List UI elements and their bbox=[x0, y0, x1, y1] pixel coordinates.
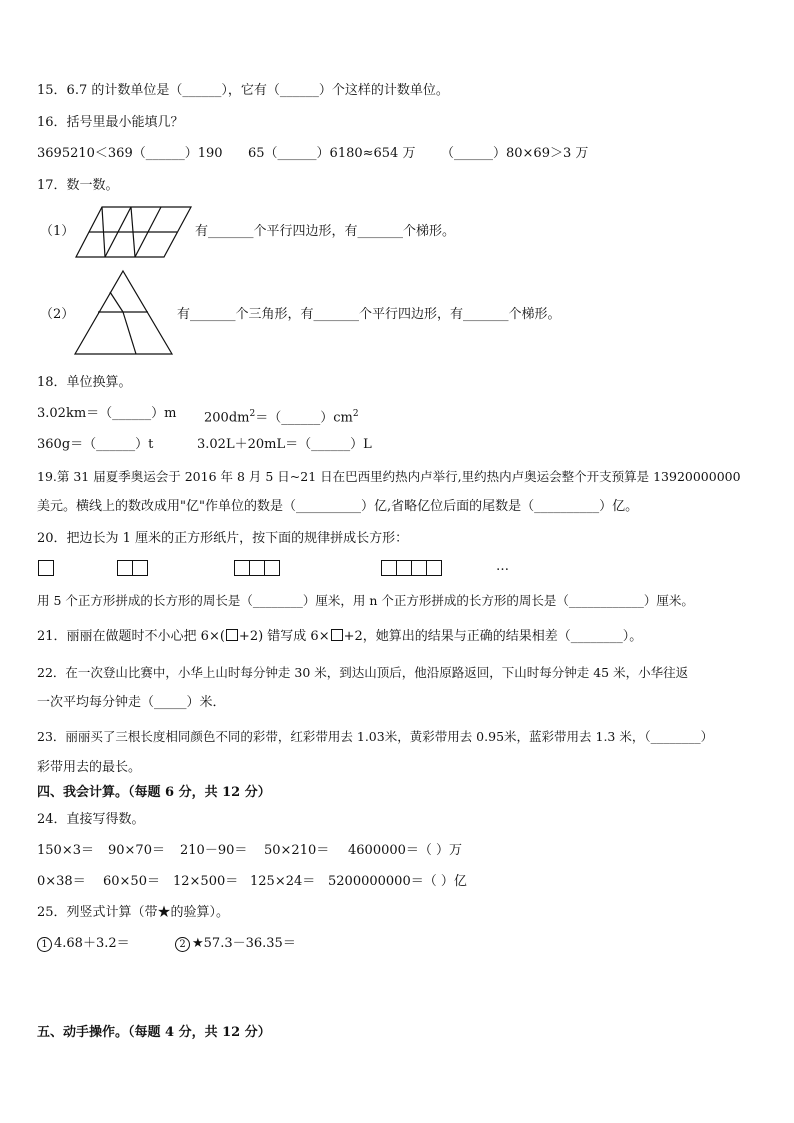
question-18-title: 18．单位换算。 bbox=[37, 375, 132, 390]
question-19-line-1: 19.第 31 届夏季奥运会于 2016 年 8 月 5 日~21 日在巴西里约热内卢举行,里约热内卢奥运会整个开支预算是 13920000000 bbox=[37, 469, 741, 484]
question-22-line-2: 一次平均每分钟走（_____）米． bbox=[37, 695, 226, 710]
question-20-title: 20．把边长为 1 厘米的正方形纸片，按下面的规律拼成长方形： bbox=[37, 531, 409, 546]
question-15: 15．6.7 的计数单位是（______），它有（______）个这样的计数单位。 bbox=[37, 83, 449, 98]
question-17-part-2-text: 有_______个三角形，有_______个平行四边形，有_______个梯形。 bbox=[177, 307, 561, 322]
squares-4 bbox=[381, 560, 441, 576]
question-23-line-2: 彩带用去的最长。 bbox=[37, 760, 142, 775]
question-24-title: 24．直接写得数。 bbox=[37, 812, 145, 827]
section-5-heading: 五、动手操作。（每题 4 分，共 12 分） bbox=[37, 1025, 271, 1040]
calc-cell: 12×500＝ bbox=[173, 874, 239, 889]
calc-cell: 60×50＝ bbox=[103, 874, 160, 889]
question-21: 21．丽丽在做题时不小心把 6×( +2) 错写成 6× +2，她算出的结果与正确的结果相差（________）。 bbox=[37, 629, 643, 644]
squares-3 bbox=[234, 560, 279, 576]
question-18-item-3: 360g＝（______）t bbox=[37, 437, 154, 452]
question-17-part-1-text: 有_______个平行四边形，有_______个梯形。 bbox=[195, 224, 456, 239]
triangle-figure bbox=[74, 270, 174, 356]
question-22-line-1: 22．在一次登山比赛中，小华上山时每分钟走 30 米，到达山顶后，他沿原路返回，下山时每分钟走 45 米，小华往返 bbox=[37, 665, 689, 680]
question-25-item-1: 1 4.68＋3.2＝ bbox=[37, 935, 130, 953]
question-16-item-3: （______）80×69＞3 万 bbox=[441, 146, 589, 161]
calc-cell: 210－90＝ bbox=[180, 843, 248, 858]
circled-number-2-icon: 2 bbox=[175, 937, 190, 952]
question-18-item-1: 3.02km＝（______）m bbox=[37, 406, 177, 421]
section-4-heading: 四、我会计算。（每题 6 分，共 12 分） bbox=[37, 785, 271, 800]
question-19-line-2: 美元。横线上的数改成用"亿"作单位的数是（__________）亿,省略亿位后面的尾数是（__________）亿。 bbox=[37, 499, 639, 514]
calc-cell: 5200000000＝（ ）亿 bbox=[328, 874, 467, 889]
question-16-item-2: 65（______）6180≈654 万 bbox=[248, 146, 416, 161]
calc-cell: 150×3＝ bbox=[37, 843, 94, 858]
calc-cell: 4600000＝（ ）万 bbox=[348, 843, 463, 858]
calc-cell: 50×210＝ bbox=[264, 843, 330, 858]
blank-box-icon bbox=[331, 629, 343, 641]
question-17-title: 17．数一数。 bbox=[37, 178, 119, 193]
question-16-item-1: 3695210＜369（______）190 bbox=[37, 146, 223, 161]
question-23-line-1: 23．丽丽买了三根长度相同颜色不同的彩带，红彩带用去 1.03米，黄彩带用去 0.95米，蓝彩带用去 1.3 米，（________） bbox=[37, 729, 714, 744]
question-17-part-1-label: （1） bbox=[40, 224, 75, 239]
squares-1 bbox=[38, 560, 53, 576]
parallelogram-figure bbox=[75, 206, 193, 258]
blank-box-icon bbox=[226, 629, 238, 641]
ellipsis: … bbox=[496, 559, 509, 574]
calc-cell: 0×38＝ bbox=[37, 874, 86, 889]
question-16-title: 16．括号里最小能填几？ bbox=[37, 115, 184, 130]
question-17-part-2-label: （2） bbox=[40, 307, 75, 322]
calc-cell: 90×70＝ bbox=[108, 843, 165, 858]
question-20-answer: 用 5 个正方形拼成的长方形的周长是（________）厘米，用 n 个正方形拼成的长方形的周长是（____________）厘米。 bbox=[37, 593, 694, 608]
question-25-item-2: 2 ★57.3－36.35＝ bbox=[175, 935, 296, 953]
circled-number-1-icon: 1 bbox=[37, 937, 52, 952]
squares-2 bbox=[117, 560, 147, 576]
question-25-title: 25．列竖式计算（带★的验算）。 bbox=[37, 905, 230, 920]
calc-cell: 125×24＝ bbox=[250, 874, 316, 889]
question-18-item-4: 3.02L＋20mL＝（______）L bbox=[197, 437, 372, 452]
question-18-item-2: $200dm^2=(\_\_\_\_\_\_)cm^2$ bbox=[204, 409, 359, 426]
